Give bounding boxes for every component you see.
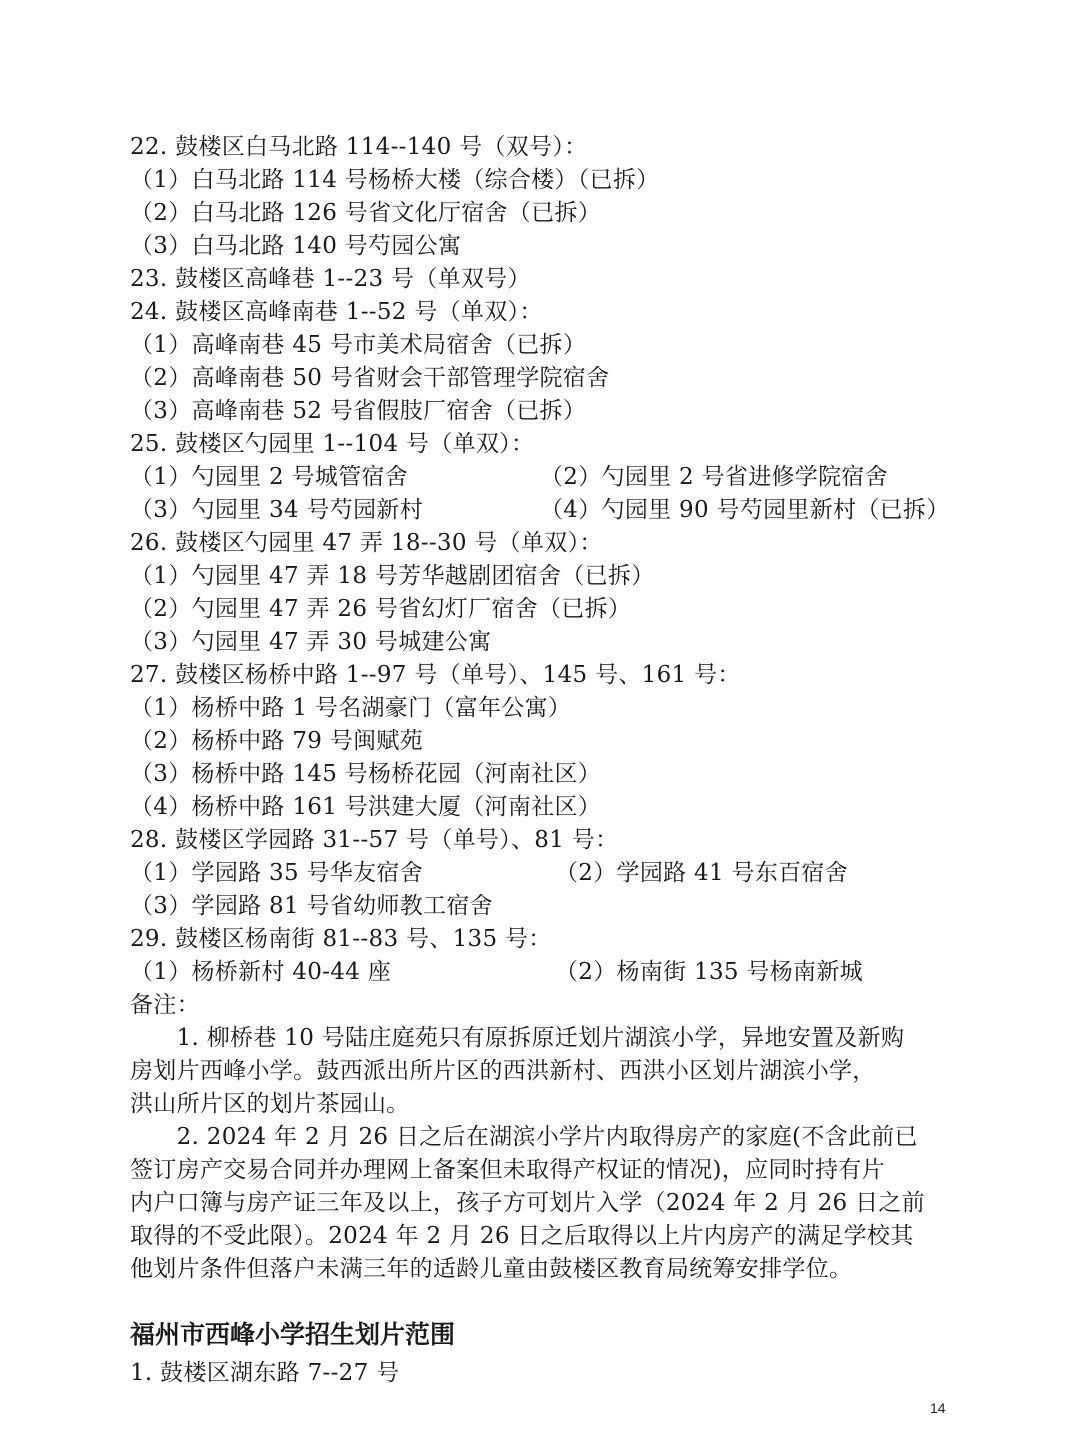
item-22-sub-1: （1）白马北路 114 号杨桥大楼（综合楼）（已拆） [130,167,660,193]
note-1-line-3: 洪山所片区的划片茶园山。 [130,1091,410,1117]
item-22-sub-2: （2）白马北路 126 号省文化厅宿舍（已拆） [130,200,602,226]
item-24-sub-1: （1）高峰南巷 45 号市美术局宿舍（已拆） [130,332,587,358]
item-26-sub-2: （2）勺园里 47 弄 26 号省幻灯厂宿舍（已拆） [130,596,632,622]
item-29-title: 29. 鼓楼区杨南街 81--83 号、135 号： [130,926,552,952]
note-2-line-3: 内户口簿与房产证三年及以上，孩子方可划片入学（2024 年 2 月 26 日之前 [130,1190,925,1216]
item-24-title: 24. 鼓楼区高峰南巷 1--52 号（单双）： [130,299,543,325]
item-28-sub-1: （1）学园路 35 号华友宿舍 [130,860,424,886]
item-22-sub-3: （3）白马北路 140 号芍园公寓 [130,233,462,259]
item-26-sub-3: （3）勺园里 47 弄 30 号城建公寓 [130,629,492,655]
item-28-row-1 [130,857,1030,889]
item-29-sub-1: （1）杨桥新村 40-44 座 [130,959,392,985]
item-25-sub-2: （2）勺园里 2 号省进修学院宿舍 [540,464,888,490]
item-24-sub-2: （2）高峰南巷 50 号省财会干部管理学院宿舍 [130,365,610,391]
note-2-line-1: 2. 2024 年 2 月 26 日之后在湖滨小学片内取得房产的家庭(不含此前已 [130,1124,918,1150]
section-heading: 福州市西峰小学招生划片范围 [130,1320,456,1349]
item-29-sub-2: （2）杨南街 135 号杨南新城 [555,959,863,985]
item-27-sub-3: （3）杨桥中路 145 号杨桥花园（河南社区） [130,761,602,787]
item-26-sub-1: （1）勺园里 47 弄 18 号芳华越剧团宿舍（已拆） [130,563,655,589]
item-27-sub-4: （4）杨桥中路 161 号洪建大厦（河南社区） [130,794,602,820]
item-25-sub-1: （1）勺园里 2 号城管宿舍 [130,464,409,490]
item-25-row-2 [130,494,1030,526]
note-2-line-4: 取得的不受此限）。2024 年 2 月 26 日之后取得以上片内房产的满足学校其 [130,1223,914,1249]
item-25-sub-3: （3）勺园里 34 号芍园新村 [130,497,424,523]
item-25-row-1 [130,461,1030,493]
item-26-title: 26. 鼓楼区勺园里 47 弄 18--30 号（单双）： [130,530,603,556]
item-25-sub-4: （4）勺园里 90 号芍园里新村（已拆） [540,497,950,523]
item-28-sub-3: （3）学园路 81 号省幼师教工宿舍 [130,893,493,919]
item-27-sub-1: （1）杨桥中路 1 号名湖豪门（富年公寓） [130,695,572,721]
item-28-title: 28. 鼓楼区学园路 31--57 号（单号）、81 号： [130,827,619,853]
item-29-row-1 [130,956,1030,988]
note-1-line-2: 房划片西峰小学。鼓西派出所片区的西洪新村、西洪小区划片湖滨小学， [130,1058,876,1084]
item-27-sub-2: （2）杨桥中路 79 号闽赋苑 [130,728,424,754]
item-27-title: 27. 鼓楼区杨桥中路 1--97 号（单号）、145 号、161 号： [130,662,741,688]
notes-label: 备注： [130,992,200,1018]
item-28-sub-2: （2）学园路 41 号东百宿舍 [555,860,849,886]
note-2-line-2: 签订房产交易合同并办理网上备案但未取得产权证的情况)，应同时持有片 [130,1157,885,1183]
item-22-title: 22. 鼓楼区白马北路 114--140 号（双号）： [130,134,588,160]
page-number: 14 [930,1400,946,1416]
item-23-title: 23. 鼓楼区高峰巷 1--23 号（单双号） [130,266,531,292]
item-24-sub-3: （3）高峰南巷 52 号省假肢厂宿舍（已拆） [130,398,587,424]
note-1-line-1: 1. 柳桥巷 10 号陆庄庭苑只有原拆原迁划片湖滨小学，异地安置及新购 [130,1025,905,1051]
note-2-line-5: 他划片条件但落户未满三年的适龄儿童由鼓楼区教育局统筹安排学位。 [130,1256,853,1282]
item-25-title: 25. 鼓楼区勺园里 1--104 号（单双）： [130,431,535,457]
section-item-1: 1. 鼓楼区湖东路 7--27 号 [130,1360,400,1386]
